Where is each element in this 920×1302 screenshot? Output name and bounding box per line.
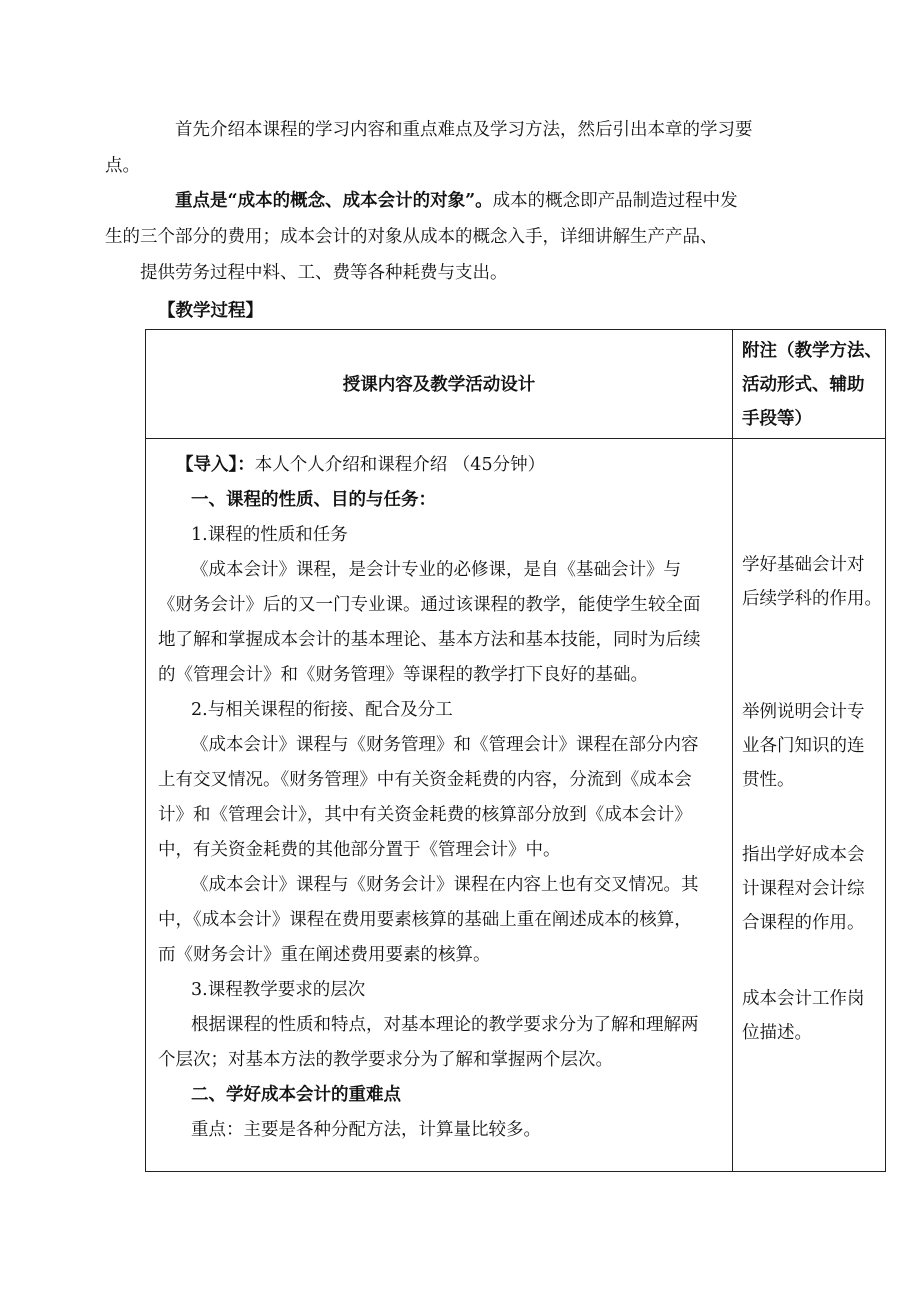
intro-lead-line	[176, 448, 742, 482]
note-line: 成本会计工作岗	[742, 989, 865, 1009]
body-line: 而《财务会计》重在阐述费用要素的核算。	[158, 945, 491, 965]
section-2-heading: 二、学好成本会计的重难点	[191, 1085, 401, 1105]
note-line: 后续学科的作用。	[742, 589, 882, 609]
body-line: 中，《成本会计》课程在费用要素核算的基础上重在阐述成本的核算，	[158, 910, 692, 930]
intro-p2-line3: 提供劳务过程中料、工、费等各种耗费与支出。	[140, 263, 508, 283]
header-note-line: 附注（教学方法、	[742, 341, 882, 361]
intro-p2-bold: 重点是“成本的概念、成本会计的对象”。	[175, 191, 493, 211]
header-note-line: 活动形式、辅助	[742, 375, 865, 395]
section-1-heading: 一、课程的性质、目的与任务：	[191, 490, 436, 510]
note-job-description	[742, 982, 884, 1050]
header-note-line: 手段等）	[742, 409, 812, 429]
intro-p2-line2: 生的三个部分的费用；成本会计的对象从成本的概念入手，详细讲解生产产品、	[105, 227, 718, 247]
note-comprehensive	[742, 838, 884, 940]
note-line: 举例说明会计专	[742, 702, 865, 722]
body-line: 《财务会计》后的又一门专业课。通过该课程的教学，能使学生较全面	[158, 595, 701, 615]
header-main: 授课内容及教学活动设计	[342, 375, 536, 395]
body-line: 根据课程的性质和特点，对基本理论的教学要求分为了解和理解两	[191, 1015, 699, 1035]
note-line: 合课程的作用。	[742, 913, 865, 933]
body-line: 地了解和掌握成本会计的基本理论、基本方法和基本技能，同时为后续	[158, 630, 701, 650]
note-line: 学好基础会计对	[742, 555, 865, 575]
body-line: 个层次；对基本方法的教学要求分为了解和掌握两个层次。	[158, 1050, 613, 1070]
subheading-3: 3.课程教学要求的层次	[191, 980, 366, 1000]
intro-p1-line2: 点。	[105, 156, 140, 176]
body-line: 《成本会计》课程，是会计专业的必修课，是自《基础会计》与	[191, 560, 681, 580]
lesson-table	[145, 329, 886, 1172]
intro-p1-line1: 首先介绍本课程的学习内容和重点难点及学习方法，然后引出本章的学习要	[175, 120, 753, 140]
note-line: 指出学好成本会	[742, 845, 865, 865]
intro-paragraph-1	[105, 112, 790, 184]
note-line: 计课程对会计综	[742, 879, 865, 899]
lead-text: 本人个人介绍和课程介绍 （45分钟）	[254, 455, 546, 475]
section-heading: 【教学过程】	[158, 301, 263, 321]
body-line: 的《管理会计》和《财务管理》等课程的教学打下良好的基础。	[158, 665, 648, 685]
body-line: 中，有关资金耗费的其他部分置于《管理会计》中。	[158, 840, 561, 860]
body-line: 计》和《管理会计》，其中有关资金耗费的核算部分放到《成本会计》	[158, 805, 692, 825]
subheading-1: 1.课程的性质和任务	[191, 525, 348, 545]
note-line: 业各门知识的连	[742, 736, 865, 756]
note-line: 位描述。	[742, 1023, 812, 1043]
body-line: 《成本会计》课程与《财务管理》和《管理会计》课程在部分内容	[191, 735, 699, 755]
header-divider	[146, 438, 885, 439]
body-line: 上有交叉情况。《财务管理》中有关资金耗费的内容，分流到《成本会	[158, 770, 692, 790]
lead-label: 【导入】：	[176, 455, 255, 475]
note-line: 贯性。	[742, 770, 795, 790]
note-continuity	[742, 695, 884, 797]
intro-paragraph-2	[105, 183, 790, 291]
header-note	[742, 334, 882, 436]
body-line: 《成本会计》课程与《财务会计》课程在内容上也有交叉情况。其	[191, 875, 699, 895]
body-line: 重点：主要是各种分配方法，计算量比较多。	[191, 1120, 541, 1140]
subheading-2: 2.与相关课程的衔接、配合及分工	[191, 700, 453, 720]
intro-p2-rest: 成本的概念即产品制造过程中发	[492, 191, 738, 211]
note-basic-accounting	[742, 548, 884, 616]
